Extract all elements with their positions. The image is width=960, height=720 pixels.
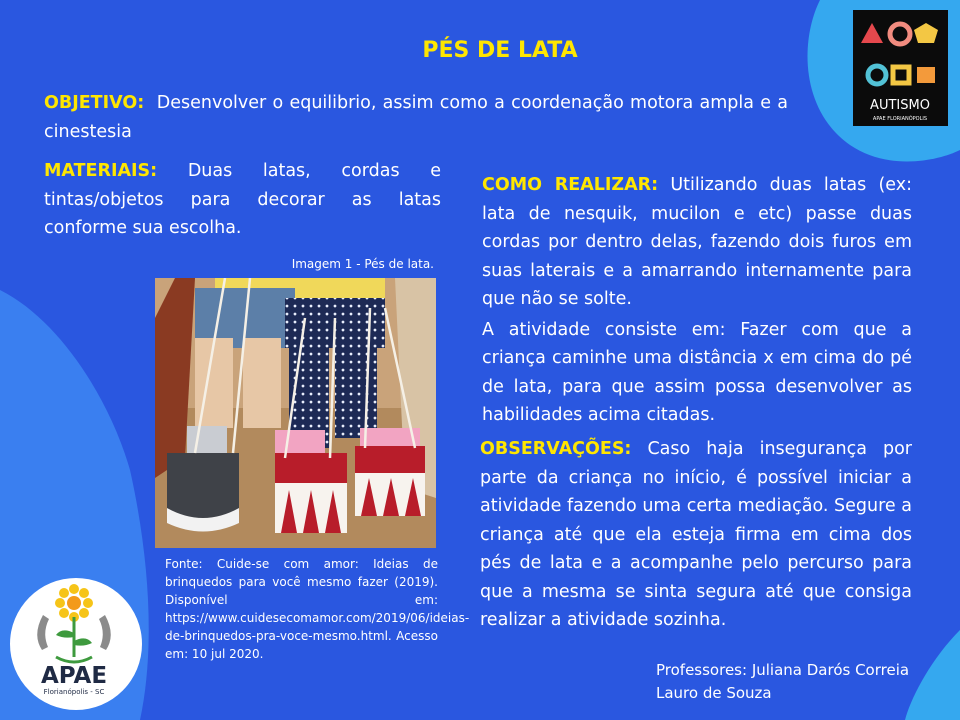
materiais-paragraph [44, 157, 441, 243]
professors-credit [656, 659, 909, 705]
materiais-label: MATERIAIS: [44, 161, 158, 181]
autismo-word: AUTISMO [870, 98, 930, 113]
professor-line-1: Professores: Juliana Darós Correia [656, 661, 910, 679]
como-realizar-text: Utilizando duas latas (ex: lata de nesquik, mucilon e etc) passe duas cordas por dentro delas, fazendo dois furos em suas laterais e a amarrando internamente para que não se solte. [482, 175, 912, 309]
stilts-illustration [155, 278, 436, 548]
observacoes-text: Caso haja insegurança por parte da criança no início, é possível iniciar a atividade fazendo uma certa mediação. Segure a criança até que ela esteja firma em cima dos pés de lata e a acompanhe pelo percurso para que a mesma se sinta segura até que consiga realizar a atividade sozinha. [480, 439, 912, 630]
materiais-text: Duas latas, cordas e tintas/objetos para decorar as latas conforme sua escolha. [44, 161, 441, 238]
page-title: PÉS DE LATA [422, 38, 578, 63]
objetivo-text: Desenvolver o equilibrio, assim como a coordenação motora ampla e a cinestesia [44, 93, 788, 142]
autismo-sub: APAE FLORIANÓPOLIS [872, 116, 928, 122]
observacoes-label: OBSERVAÇÕES: [480, 439, 632, 459]
autismo-logo [853, 10, 948, 126]
atividade-text: A atividade consiste em: Fazer com que a criança caminhe uma distância x em cima do pé de lata, para que assim possa desenvolver as habilidades acima citadas. [482, 319, 912, 425]
observacoes-paragraph [480, 435, 912, 635]
source-citation: Fonte: Cuide-se com amor: Ideias de brinquedos para você mesmo fazer (2019). Disponível em: https://www.cuidesecomamor.com/2019/06/ideias-de-brinquedos-pra-voce-mesmo.html. Acesso em: 10 jul 2020. [165, 557, 470, 661]
autismo-logo-graphic [853, 10, 948, 126]
apae-logo [18, 575, 130, 705]
objetivo-label: OBJETIVO: [44, 93, 145, 113]
como-realizar-paragraph [482, 171, 912, 430]
image-caption: Imagem 1 - Pés de lata. [291, 257, 434, 271]
apae-word: APAE [40, 663, 108, 689]
stilts-photo [155, 278, 436, 548]
professor-line-2: Lauro de Souza [656, 684, 772, 702]
apae-logo-graphic [18, 575, 130, 705]
objetivo-paragraph [44, 89, 788, 146]
apae-sub: Florianópolis - SC [43, 688, 105, 696]
como-realizar-label: COMO REALIZAR: [482, 175, 659, 195]
bottom-right-blob [905, 630, 960, 720]
